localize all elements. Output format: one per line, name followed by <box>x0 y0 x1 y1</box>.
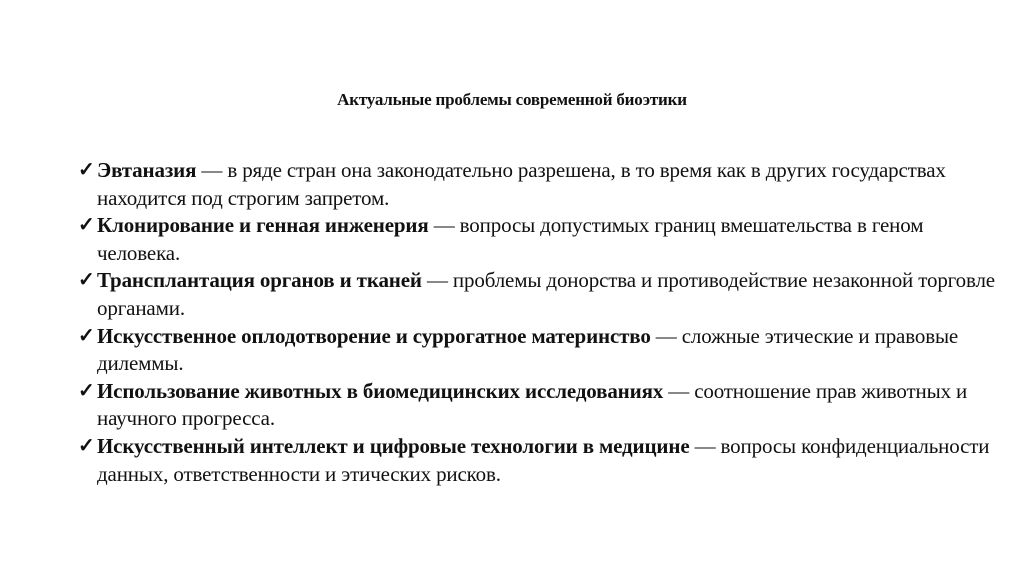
item-description: — вопросы конфиденциальности данных, ответственности и этических рисков. <box>97 433 990 486</box>
item-description: — проблемы донорства и противодействие незаконной торговле органами. <box>97 268 995 320</box>
list-item <box>78 212 998 267</box>
item-term: Использование животных в биомедицинских исследованиях <box>97 378 664 403</box>
bullet-list <box>78 157 998 488</box>
item-term: Эвтаназия <box>97 158 197 182</box>
item-description: — в ряде стран она законодательно разрешена, в то время как в других государствах находится под строгим запретом. <box>97 158 946 210</box>
item-term: Клонирование и генная инженерия <box>97 213 429 238</box>
checkmark-icon: ✓ <box>78 269 95 292</box>
list-item <box>78 433 998 488</box>
list-item <box>78 157 998 212</box>
list-item <box>78 267 998 322</box>
list-item <box>78 378 998 433</box>
checkmark-icon: ✓ <box>78 159 95 181</box>
item-term: Трансплантация органов и тканей <box>97 268 422 293</box>
item-description: — соотношение прав животных и научного прогресса. <box>97 378 968 431</box>
item-term: Искусственный интеллект и цифровые технологии в медицине <box>97 433 690 458</box>
list-item <box>78 323 998 378</box>
item-description: — сложные этические и правовые дилеммы. <box>97 323 959 376</box>
checkmark-icon: ✓ <box>78 434 95 457</box>
item-description: — вопросы допустимых границ вмешательства в геном человека. <box>97 213 924 265</box>
checkmark-icon: ✓ <box>78 379 95 402</box>
checkmark-icon: ✓ <box>78 214 95 237</box>
checkmark-icon: ✓ <box>78 324 95 347</box>
item-term: Искусственное оплодотворение и суррогатное материнство <box>97 323 651 348</box>
slide-title: Актуальные проблемы современной биоэтики <box>337 90 687 109</box>
